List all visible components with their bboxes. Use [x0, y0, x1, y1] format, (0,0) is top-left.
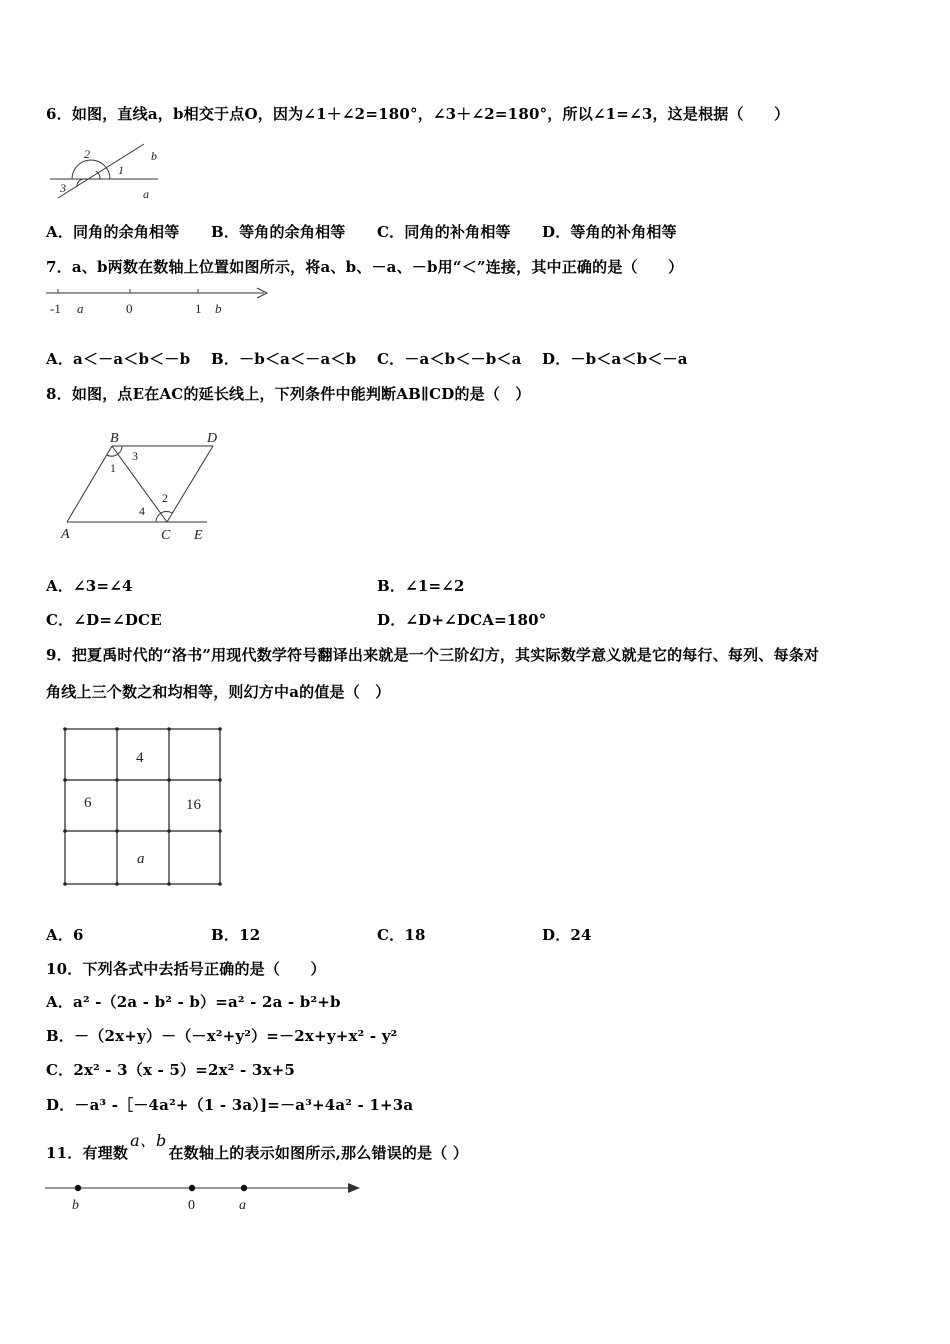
q9-magic-square: [60, 725, 225, 890]
q8-angle-3: 3: [132, 449, 138, 463]
q9-stem-line1: 9．把夏禹时代的“洛书”用现代数学符号翻译出来就是一个三阶幻方，其实际数学意义就是它的每行、每列、每条对: [46, 646, 820, 664]
q6-label-2: 2: [84, 147, 90, 161]
q11-number-line: [42, 1178, 367, 1218]
q8-option-b: B．∠1=∠2: [377, 577, 465, 595]
q11-stem-prefix: 11．有理数: [46, 1144, 129, 1162]
q6-figure: [48, 140, 168, 204]
q8-stem: 8．如图，点E在AC的延长线上，下列条件中能判断AB∥CD的是（ ）: [46, 385, 531, 403]
q11-point-zero: 0: [188, 1198, 195, 1213]
q6-label-b: b: [151, 149, 157, 163]
q7-number-line: [42, 283, 274, 321]
q6-option-a: A．同角的余角相等: [46, 223, 180, 241]
q11-stem-suffix: 在数轴上的表示如图所示,那么错误的是（ ）: [168, 1144, 469, 1162]
q7-point-b: b: [215, 301, 222, 316]
q7-point-a: a: [77, 301, 84, 316]
q11-point-a: a: [239, 1198, 246, 1213]
q8-label-c: C: [161, 528, 171, 543]
q7-tick-zero: 0: [126, 301, 133, 316]
q8-label-b: B: [110, 431, 119, 446]
q8-label-a: A: [61, 527, 70, 542]
q8-option-d: D．∠D+∠DCA=180°: [377, 611, 547, 629]
q10-option-d: D．－a³ -［－4a²+（1 - 3a）]=－a³+4a² - 1+3a: [46, 1096, 414, 1114]
q7-tick-minus-one: -1: [50, 301, 61, 316]
q8-label-e: E: [194, 528, 203, 543]
q7-option-c: C．－a＜b＜－b＜a: [377, 350, 522, 368]
q6-option-d: D．等角的补角相等: [542, 223, 677, 241]
q6-label-a: a: [143, 187, 149, 201]
q6-label-1: 1: [118, 163, 124, 177]
q7-option-a: A．a＜－a＜b＜－b: [46, 350, 191, 368]
q8-option-a: A．∠3=∠4: [46, 577, 133, 595]
q10-option-b: B．－（2x+y）－（－x²+y²）=－2x+y+x² - y²: [46, 1027, 398, 1045]
q6-stem: 6．如图，直线a，b相交于点O，因为∠1＋∠2=180°，∠3＋∠2=180°，所以∠1=∠3，这是根据（ ）: [46, 105, 790, 123]
q8-angle-4: 4: [139, 504, 145, 518]
q10-option-a: A．a² -（2a - b² - b）=a² - 2a - b²+b: [46, 993, 341, 1011]
q8-angle-2: 2: [162, 491, 168, 505]
q9-option-b: B．12: [211, 926, 261, 944]
q9-cell-r2c1: 6: [84, 795, 92, 811]
q7-option-b: B．－b＜a＜－a＜b: [211, 350, 357, 368]
q11-stem: [46, 1131, 469, 1163]
q7-option-d: D．－b＜a＜b＜－a: [542, 350, 688, 368]
q8-angle-1: 1: [110, 461, 116, 475]
q6-label-3: 3: [60, 181, 66, 195]
q9-option-c: C．18: [377, 926, 426, 944]
q9-option-d: D．24: [542, 926, 592, 944]
q7-stem: 7．a、b两数在数轴上位置如图所示，将a、b、－a、－b用“＜”连接，其中正确的是（ ）: [46, 258, 684, 276]
q6-option-b: B．等角的余角相等: [211, 223, 346, 241]
q8-option-c: C．∠D=∠DCE: [46, 611, 162, 629]
q10-option-c: C．2x² - 3（x - 5）=2x² - 3x+5: [46, 1061, 296, 1079]
q8-label-d: D: [207, 431, 218, 446]
q9-option-a: A．6: [46, 926, 84, 944]
q9-cell-r3c2: a: [137, 851, 145, 867]
q10-stem: 10．下列各式中去括号正确的是（ ）: [46, 960, 326, 978]
q9-cell-r1c2: 4: [136, 750, 144, 766]
q8-parallelogram-figure: [55, 425, 230, 545]
q9-cell-r2c3: 16: [186, 797, 201, 813]
q9-stem-line2: 角线上三个数之和均相等，则幻方中a的值是（ ）: [46, 683, 391, 701]
q11-point-b: b: [72, 1198, 79, 1213]
q6-option-c: C．同角的补角相等: [377, 223, 511, 241]
q7-tick-one: 1: [195, 301, 202, 316]
q11-stem-variables: a、b: [130, 1131, 167, 1150]
